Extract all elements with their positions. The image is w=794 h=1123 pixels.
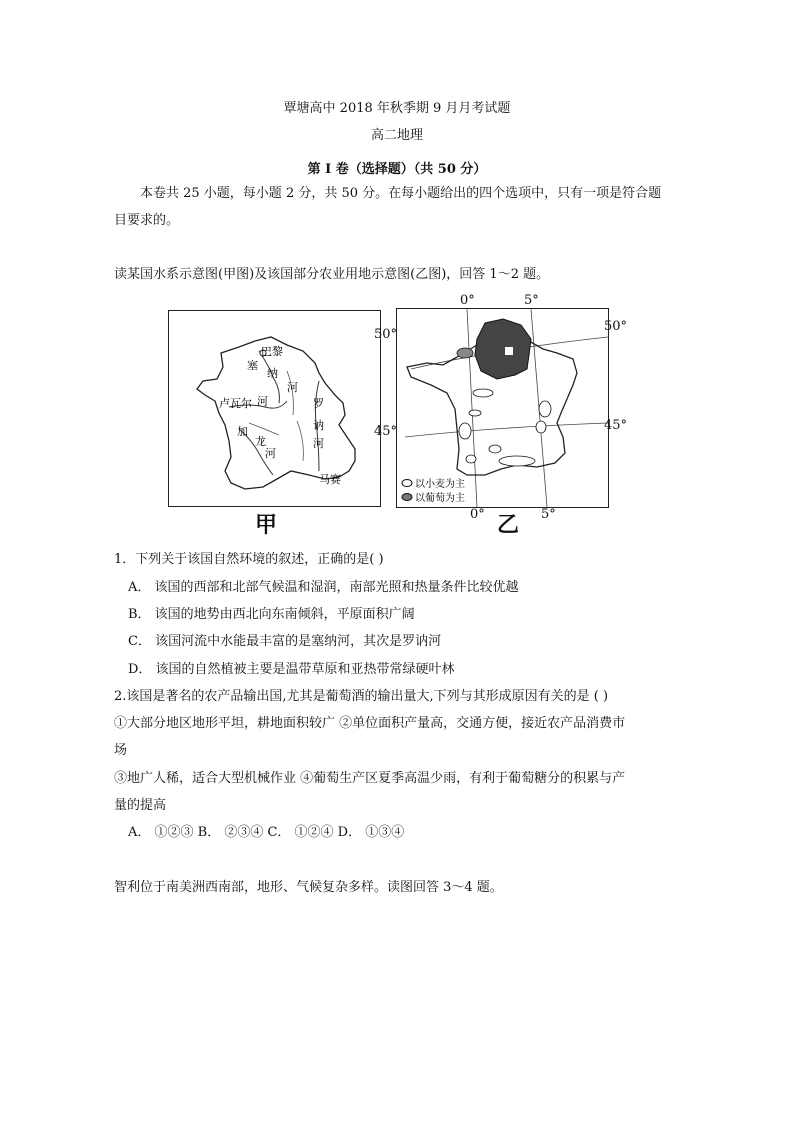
q2-options: A． ①②③ B． ②③④ C． ①②④ D． ①③④ [128, 825, 405, 840]
lat-45-left: 45° [374, 424, 398, 439]
label-seine-1: 塞 [247, 359, 258, 372]
map-jia [168, 310, 381, 507]
q1-option-b: B． 该国的地势由西北向东南倾斜，平原面积广阔 [128, 607, 415, 622]
label-garonne-2: 龙 [255, 435, 266, 448]
map-yi-drawing [397, 309, 608, 507]
lon-bot-0: 0° [470, 507, 485, 522]
q2-statement-line-3: ③地广人稀，适合大型机械作业 ④葡萄生产区夏季高温少雨，有利于葡萄糖分的积累与产 [114, 771, 626, 786]
country-outline [197, 337, 355, 489]
q1-option-c: C． 该国河流中水能最丰富的是塞纳河，其次是罗讷河 [128, 634, 442, 649]
q1-option-a: A． 该国的西部和北部气候温和湿润，南部光照和热量条件比较优越 [128, 580, 519, 595]
instructions-line-2: 目要求的。 [114, 213, 180, 228]
grape-patch-6 [489, 445, 501, 453]
wheat-region-gap [505, 347, 513, 355]
q2-statement-line-1: ①大部分地区地形平坦，耕地面积较广 ②单位面积产量高，交通方便，接近农产品消费市 [114, 716, 626, 731]
section-title: 第 I 卷（选择题）（共 50 分） [307, 162, 487, 177]
grape-patch-7 [499, 456, 535, 466]
wheat-region-paris [475, 319, 531, 379]
lon-bot-5: 5° [541, 507, 556, 522]
lat-50-right: 50° [604, 319, 628, 334]
grape-patch-4 [539, 401, 551, 417]
legend-wheat-label: 以小麦为主 [415, 479, 465, 490]
label-seine-2: 纳 [267, 367, 278, 380]
map-yi-caption: 乙 [497, 512, 520, 538]
label-marseille: 马赛 [319, 473, 341, 486]
legend-grape-label: 以葡萄为主 [415, 493, 465, 504]
label-rhone-2: 讷 [313, 419, 324, 432]
latitude-45-line [405, 423, 608, 437]
label-seine-3: 河 [287, 381, 298, 394]
legend-grape-swatch [402, 494, 412, 501]
subject-title: 高二地理 [370, 128, 423, 143]
q1-option-d: D． 该国的自然植被主要是温带草原和亚热带常绿硬叶林 [128, 662, 455, 677]
question-stem-1-2: 读某国水系示意图(甲图)及该国部分农业用地示意图(乙图)，回答 1～2 题。 [114, 267, 550, 282]
grape-patch-2 [469, 410, 481, 416]
label-loire-2: 河 [257, 395, 268, 408]
legend-wheat-swatch [402, 480, 412, 487]
longitude-0-line [467, 309, 477, 507]
instructions-line-1: 本卷共 25 小题，每小题 2 分，共 50 分。在每小题给出的四个选项中，只有一项是符合题 [140, 186, 662, 201]
lon-top-5: 5° [524, 293, 539, 308]
label-paris: 巴黎 [261, 345, 283, 358]
q1-stem: 1．下列关于该国自然环境的叙述，正确的是( ) [114, 552, 384, 567]
lon-top-0: 0° [460, 293, 475, 308]
map-jia-drawing [169, 311, 380, 506]
grape-patch-3 [459, 423, 471, 439]
label-garonne-3: 河 [265, 447, 276, 460]
grape-patch-5 [536, 421, 546, 433]
label-loire-1: 卢瓦尔 [219, 397, 252, 410]
q2-stem: 2.该国是著名的农产品输出国,尤其是葡萄酒的输出量大,下列与其形成原因有关的是 ( ) [114, 689, 609, 704]
wheat-patch-1 [457, 348, 473, 358]
question-stem-3-4: 智利位于南美洲西南部，地形、气候复杂多样。读图回答 3～4 题。 [114, 880, 503, 895]
map-jia-caption: 甲 [255, 512, 278, 538]
label-rhone-1: 罗 [313, 397, 324, 410]
label-garonne-1: 加 [237, 425, 248, 438]
map-yi [396, 308, 609, 508]
grape-patch-8 [466, 455, 476, 463]
lat-50-left: 50° [374, 327, 398, 342]
grape-patch-1 [473, 389, 493, 397]
q2-statement-line-4: 量的提高 [114, 798, 167, 813]
lat-45-right: 45° [604, 418, 628, 433]
label-rhone-3: 河 [313, 437, 324, 450]
exam-title: 覃塘高中 2018 年秋季期 9 月月考试题 [283, 101, 511, 116]
q2-statement-line-2: 场 [114, 743, 128, 758]
